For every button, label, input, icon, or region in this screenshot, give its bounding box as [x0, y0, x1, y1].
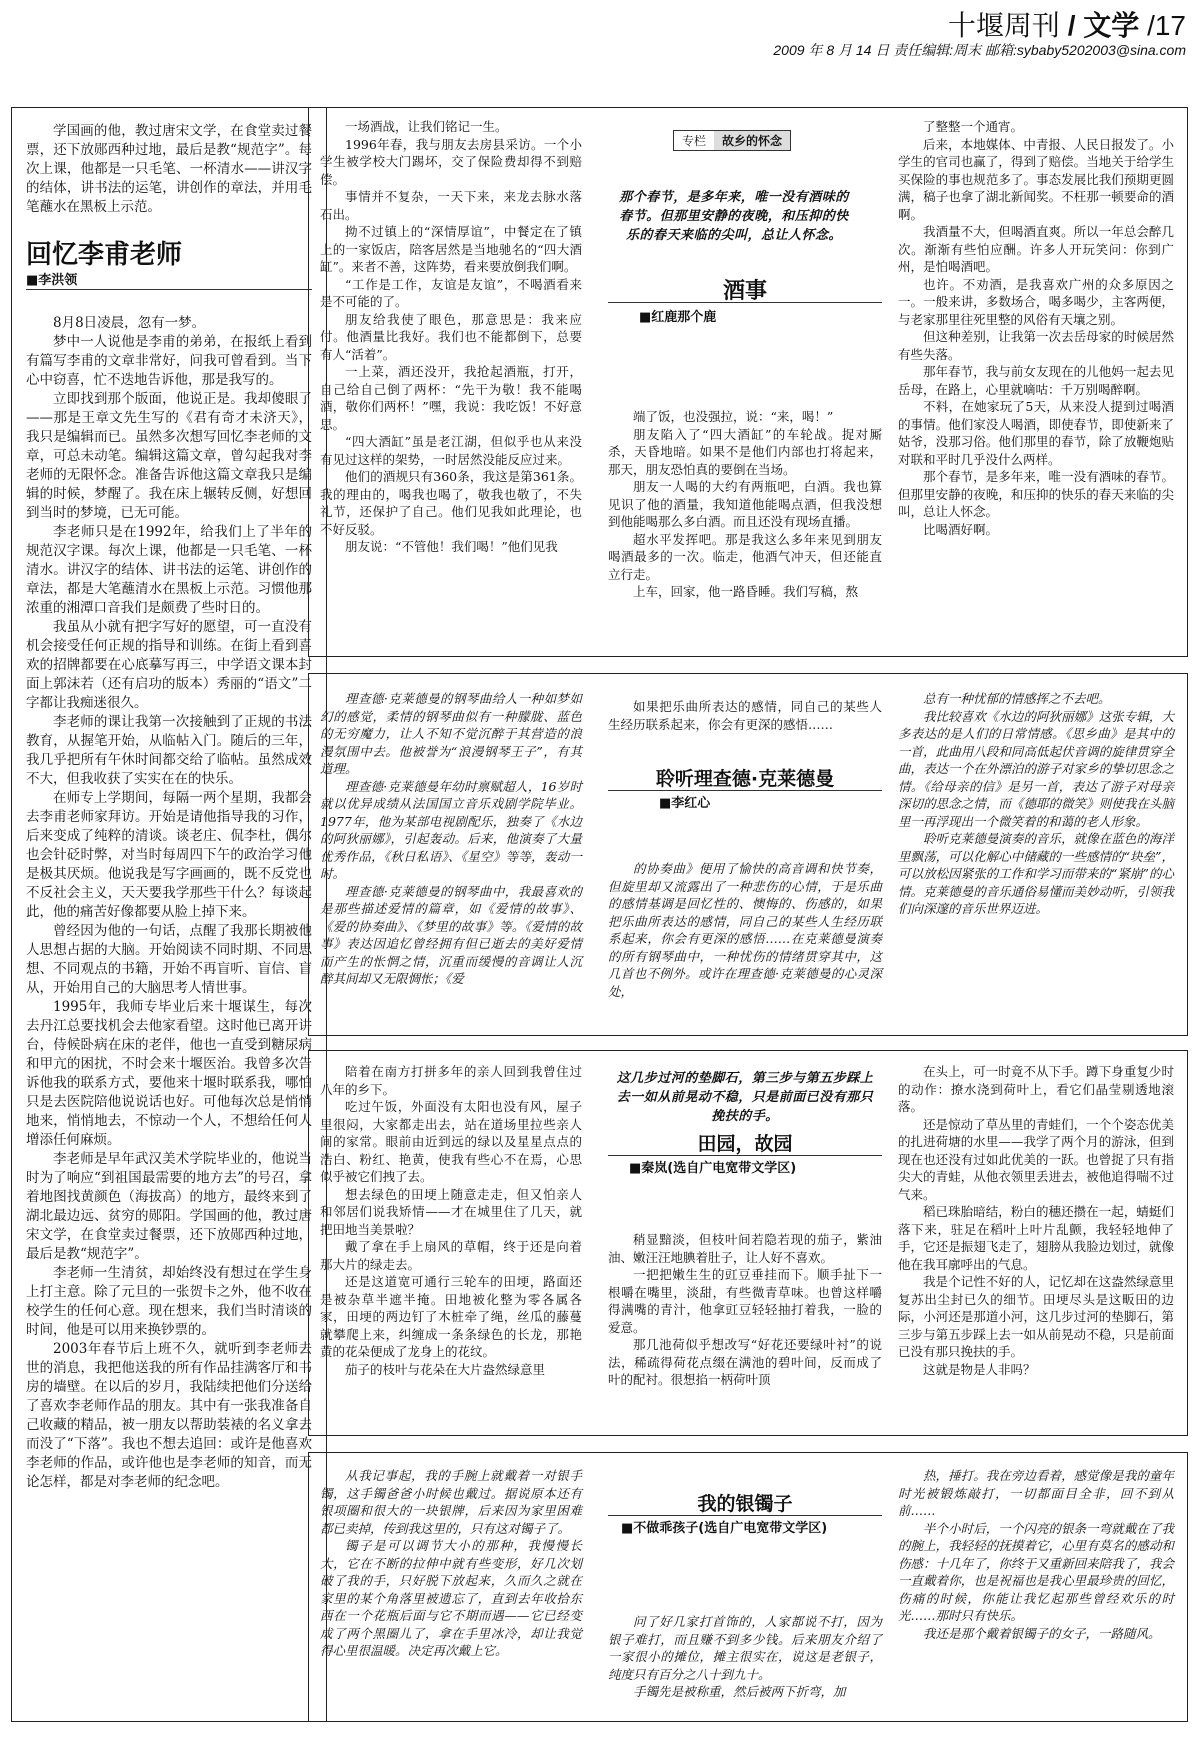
paragraph: 稍显黯淡，但枝叶间若隐若现的茄子，紫油油、嫩汪汪地腆着肚子，让人好不喜欢。: [608, 1232, 882, 1265]
paragraph: 了整整一个通宵。: [923, 119, 1024, 134]
paragraph: 8月8日凌晨，忽有一梦。: [53, 315, 206, 331]
paragraph: 他们的酒规只有360条，我这是第361条。我的理由的，喝我也喝了，敬我也敬了，不失礼节，还保护了自己。他们见我如此理论，也不好反驳。: [320, 469, 582, 537]
paragraph: 从我记事起，我的手腕上就戴着一对银手镯，这手镯爸爸小时候也戴过。据说原本还有银项圈和很大的一块银牌，后来因为家里困难都已卖掉，传到我这里的，只有这对镯子了。: [320, 1468, 582, 1536]
paragraph: 朋友一人喝的大约有两瓶吧，白酒。我也算见识了他的酒量，我知道他能喝点酒，但我没想到他能喝那么多白酒。而且还没有现场直播。: [608, 479, 882, 529]
paragraph: 李老师的课让我第一次接触到了正规的书法教育，从握笔开始，从临帖入门。随后的三年，我几乎把所有午休时间都交给了临帖。虽然成效不大，但我收获了实实在在的快乐。: [26, 714, 312, 787]
article-intro: 学国画的他，教过唐宋文学，在食堂卖过餐票，还下放郧西种过地，最后是教“规范字”。每次上课，他都是一只毛笔、一杯清水——讲汉字的结体，讲书法的运笔，讲创作的章法，并用毛笔蘸水在黑板上示范。: [26, 123, 312, 215]
paragraph: 我还是那个戴着银镯子的女子，一路随风。: [923, 1625, 1161, 1641]
paragraph: 上车，回家，他一路昏睡。我们写稿，熬: [633, 584, 859, 599]
paragraph: 半个小时后，一个闪亮的银条一弯就戴在了我的腕上，我轻轻的抚摸着它，心里有莫名的感动和伤感：十几年了，你终于又重新回来陪我了，我会一直戴着你，也是祝福也是我心里最珍贵的回忆，伤痛的时候，你能让我忆起那些曾经欢乐的时光……那时只有快乐。: [898, 1520, 1174, 1623]
divider: [608, 1155, 882, 1156]
article-column-3: [898, 690, 1174, 918]
paragraph: 一把把嫩生生的豇豆垂挂而下。顺手扯下一根嚼在嘴里，淡甜，有些微青草味。也曾这样嚼得满嘴的青汁，他拿豇豆轻轻抽打着我，一脸的爱意。: [608, 1267, 882, 1335]
paragraph: 不料，在她家玩了5天，从来没人提到过喝酒的事情。他们家没人喝酒，即使春节，即使新来了姑爷，没那习俗。他们那里的春节，除了放鞭炮贴对联和平时几乎没什么两样。: [898, 399, 1174, 467]
masthead: 十堰周刊 / 文学 /17: [947, 10, 1186, 41]
paragraph: 那几池荷似乎想改写“好花还要绿叶衬”的说法，稀疏得荷花点缀在满池的碧叶间，反而成了叶的配衬。很想掐一柄荷叶顶: [608, 1337, 882, 1387]
article-field: [308, 1050, 1188, 1436]
article-intro: 这几步过河的垫脚石，第三步与第五步踩上去一如从前晃动不稳，只是前面已没有那只挽扶的手。: [616, 1071, 874, 1124]
paragraph: 总有一种忧郁的情感挥之不去吧。: [923, 691, 1111, 706]
paragraph: 理查德·克莱德曼的钢琴曲中，我最喜欢的是那些描述爱情的篇章，如《爱情的故事》、《爱的协奏曲》、《梦里的故事》等。《爱情的故事》表达因追忆曾经拥有但已逝去的美好爱情而产生的怅惘之情，沉重而缓慢的音调让人沉醉其间却又无限惆怅；《爱: [320, 883, 582, 986]
column-tag: [673, 130, 791, 151]
paragraph: “四大酒缸”虽是老江湖，但似乎也从来没有见过这样的架势，一时居然没能反应过来。: [320, 434, 582, 467]
paragraph: 一上菜，酒还没开，我抢起酒瓶，打开，自己给自己倒了两杯：“先干为敬！我不能喝酒，敬你们两杯！”嘿，我说：我吃饭！不好意思。: [320, 364, 582, 432]
paragraph: 事情并不复杂，一天下来，来龙去脉水落石出。: [320, 189, 582, 222]
paragraph: 我虽从小就有把字写好的愿望，可一直没有机会接受任何正规的指导和训练。在街上看到喜欢的招牌都要在心底摹写再三，中学语文课本封面上郭沫若（还有启功的版本）秀丽的“语文”二字都让我痴迷很久。: [26, 619, 312, 711]
paragraph: 1995年，我师专毕业后来十堰谋生，每次去丹江总要找机会去他家看望。这时他已离开讲台，侍候卧病在床的老伴，他也一直受到糖尿病和甲亢的困扰，不时会来十堰医治。我曾多次告诉他我的联系方式，要他来十堰时联系我，哪怕只是去医院陪他说说话也好。可他每次总是悄悄地来，悄悄地去，不惊动一个人，不想给任何人增添任何麻烦。: [26, 999, 312, 1148]
article-teacher: [11, 107, 327, 1722]
article-title: 聆听理查德·克莱德曼: [655, 768, 835, 790]
byline: ■秦岚(选自广电宽带文学区): [629, 1161, 797, 1176]
dateline: 2009 年 8 月 14 日 责任编辑:周末 邮箱:sybaby5202003@sina.com: [773, 42, 1186, 58]
paragraph: 后来，本地媒体、中青报、人民日报发了。小学生的官司也赢了，得到了赔偿。当地关于给学生买保险的事也规范多了。事态发展比我们预期更圆满，稿子也拿了湖北新闻奖。不枉那一顿要命的酒啊。: [898, 136, 1174, 222]
divider: [608, 790, 882, 791]
section-name: 文学: [1083, 10, 1140, 41]
paragraph: 一场酒战，让我们铭记一生。: [345, 119, 508, 134]
paragraph: 茄子的枝叶与花朵在大片盎然绿意里: [345, 1361, 546, 1377]
paragraph: 我是个记性不好的人，记忆却在这盎然绿意里复苏出尘封已久的细节。田埂尽头是这畈田的边际，小河还是那道小河，这几步过河的垫脚石，第三步与第五步踩上去一如从前晃动不稳，只是前面已没有那只挽扶的手。: [898, 1274, 1174, 1359]
article-title: 我的银镯子: [697, 1493, 793, 1515]
article-column-2: [608, 408, 882, 601]
article-column-2: [608, 860, 882, 1000]
paragraph: 还是这道宽可通行三轮车的田埂，路面还是被杂草半遮半掩。田地被化整为零各属各家，田埂的两边钉了木桩牵了绳，丝瓜的藤蔓就攀爬上来，纠缠成一条条绿色的长龙，那艳黄的花朵便成了龙身上的花纹。: [320, 1274, 582, 1359]
paragraph: 拗不过镇上的“深情厚谊”，中餐定在了镇上的一家饭店，陪客居然是当地驰名的“四大酒缸”。来者不善，这阵势，看来要放倒我们啊。: [320, 224, 582, 274]
article-column-2: [608, 1613, 882, 1701]
byline: ■李红心: [659, 796, 711, 811]
paragraph: 李老师是早年武汉美术学院毕业的，他说当时为了响应“到祖国最需要的地方去”的号召，拿着地图找黄颜色（海拔高）的地方，最终来到了湖北最边远、贫穷的郧阳。学国画的他，教过唐宋文学，在食堂卖过餐票，还下放郧西种过地，最后是教“规范字”。: [26, 1151, 312, 1262]
column-name: 故乡的怀念: [714, 131, 790, 150]
paragraph: 陪着在南方打拼多年的亲人回到我曾住过八年的乡下。: [320, 1064, 582, 1097]
paragraph: 超水平发挥吧。那是我这么多年来见到朋友喝酒最多的一次。临走，他酒气冲天，但还能直立行走。: [608, 531, 882, 582]
paragraph: 但这种差别，让我第一次去岳母家的时候居然有些失落。: [898, 329, 1174, 362]
article-column-1: [320, 1467, 582, 1660]
page-number: /17: [1147, 10, 1186, 41]
article-intro: 如果把乐曲所表达的感情，同自己的某些人生经历联系起来，你会有更深的感悟……: [608, 699, 882, 732]
article-body: [26, 314, 312, 1492]
paragraph: 还是惊动了草丛里的青蛙们，一个个姿态优美的扎进荷塘的水里——我学了两个月的游泳，但到现在也还没有过如此优美的一跃。也曾捉了只有指尖大的青蛙，从他衣领里丢进去，被他追得喘不过气来。: [898, 1116, 1174, 1202]
divider: [608, 302, 882, 303]
paragraph: 朋友陷入了“四大酒缸”的车轮战。捉对厮杀，天昏地暗。如果不是他们内部也打将起来，那天，朋友恐怕真的要倒在当场。: [608, 426, 882, 477]
article-column-2: [608, 1231, 882, 1389]
article-column-1: [320, 690, 582, 988]
paragraph: 的协奏曲》便用了愉快的高音调和快节奏，但旋里却又流露出了一种悲伤的心情，于是乐曲的感情基调是回忆性的、懊悔的、伤感的，如果把乐曲所表达的感情，同自己的某些人生经历联系起来，你会有更深的感悟……在克莱德曼演奏的所有钢琴曲中，一种忧伤的情绪贯穿其中，这几首也不例外。或许在理查德·克莱德曼的心灵深处，: [608, 861, 882, 999]
article-intro: 那个春节，是多年来，唯一没有酒味的春节。但那里安静的夜晚，和压抑的快乐的春天来临的尖叫，总让人怀念。: [619, 190, 849, 243]
divider: [26, 289, 312, 290]
column-tag-label: 专栏: [682, 134, 707, 148]
paragraph: 曾经因为他的一句话，点醒了我那长期被他人思想占据的大脑。开始阅读不同时期、不同思想、不同观点的书籍，开始不再盲听、盲信、盲从，开始用自己的大脑思考人情世事。: [26, 923, 312, 996]
paragraph: 朋友给我使了眼色，那意思是：我来应付。他酒量比我好。我们也不能都倒下，总要有人“活着”。: [320, 311, 582, 362]
paragraph: 理查德·克莱德曼的钢琴曲给人一种如梦如幻的感觉，柔情的钢琴曲似有一种朦胧、蓝色的无穷魔力，让人不知不觉沉醉于其营造的浪漫氛围中去。他被誉为“浪漫钢琴王子”，有其道理。: [320, 691, 582, 776]
paragraph: 戴了拿在手上扇风的草帽，终于还是向着那大片的绿走去。: [320, 1239, 582, 1272]
paragraph: 我比较喜欢《水边的阿狄丽娜》这张专辑，大多表达的是人们的日常情感。《思乡曲》是其中的一首，此曲用八段和同高低起伏音调的旋律贯穿全曲，表达一个在外漂泊的游子对家乡的挚切思念之情。《给母亲的信》是另一首，表达了游子对母亲深切的思念之情，而《德耶的微笑》则使我在头脑里一再浮现出一个微笑着的和蔼的老人形象。: [898, 708, 1174, 829]
article-bracelet: [308, 1452, 1188, 1722]
article-music: [308, 673, 1188, 1036]
paragraph: 这就是物是人非吗？: [923, 1361, 1036, 1377]
paragraph: 端了饭，也没强拉，说：“来，喝！”: [633, 409, 834, 424]
paragraph: 比喝酒好啊。: [923, 521, 999, 537]
paragraph: 立即找到那个版面，他说正是。我却傻眼了——那是王章文先生写的《君有奇才未济天》，我只是编辑而已。虽然多次想写回忆李老师的文章，可总未动笔。编辑这篇文章，曾勾起我对李老师的无限怀念。准备告诉他这篇文章我只是编辑的时候，梦醒了。我在床上辗转反侧，好想回到当时的梦境，已无可能。: [26, 391, 312, 521]
paragraph: 聆听克莱德曼演奏的音乐，就像在蓝色的海洋里飘荡，可以化解心中储藏的一些感情的“块垒”，可以放松因紧张的工作和学习而带来的“紧崩”的心情。克莱德曼的音乐通俗易懂而美妙动听，引领我们向深邃的音乐世界迈进。: [898, 831, 1174, 916]
article-column-3: [898, 1063, 1174, 1378]
paragraph: 热，捶打。我在旁边看着，感觉像是我的童年时光被锻炼敲打，一切都面目全非，回不到从前……: [898, 1468, 1174, 1518]
article-column-3: [898, 118, 1174, 538]
paragraph: 那年春节，我与前女友现在的儿他妈一起去见岳母，在路上，心里就嘀咕：千万别喝醉啊。: [898, 364, 1174, 397]
article-title: 回忆李甫老师: [26, 240, 183, 270]
paragraph: 那个春节，是多年来，唯一没有酒味的春节。但那里安静的夜晚，和压抑的快乐的春天来临的尖叫，总让人怀念。: [898, 469, 1174, 519]
paragraph: 镯子是可以调节大小的那种，我慢慢长大，它在不断的拉伸中就有些变形，好几次划破了我的手，只好脱下放起来，久而久之就在家里的某个角落里被遗忘了，直到去年收拾东西在一个花瓶后面与它不期而遇——它已经变成了两个黑圈儿了，拿在手里冰冷，却让我觉得心里很温暖。决定再次戴上它。: [320, 1538, 582, 1658]
paragraph: 1996年春，我与朋友去房县采访。一个小学生被学校大门踢坏，交了保险费却得不到赔偿。: [320, 136, 582, 187]
paragraph: 在师专上学期间，每隔一两个星期，我都会去李甫老师家拜访。开始是请他指导我的习作，后来变成了纯粹的清谈。谈老庄、侃李杜，偶尔也会针砭时弊，对当时每周四下午的政治学习他是极其厌烦。他说我是写字画画的，既不反党也不反社会主义，天天要我学那些干什么？每谈起此，他的痛苦好像都要从脸上掉下来。: [26, 790, 312, 920]
paragraph: 稻已珠胎暗结，粉白的穗还攒在一起，蜻蜓们落下来，驻足在稻叶上叶片乱颤，我轻轻地伸了手，它还是振翅飞走了，翅膀从我脸边划过，就像他在我耳廓呼出的气息。: [898, 1204, 1174, 1272]
paragraph: “工作是工作，友谊是友谊”，不喝酒看来是不可能的了。: [320, 276, 582, 309]
byline: ■李洪领: [26, 273, 78, 288]
paragraph: 想去绿色的田埂上随意走走，但又怕亲人和邻居们说我矫情——才在城里住了几天，就把田地当美景啦？: [320, 1186, 582, 1237]
paragraph: 我酒量不大，但喝酒直爽。所以一年总会醉几次。渐渐有些怕应酬。许多人开玩笑问：你到广州，是怕喝酒吧。: [898, 224, 1174, 274]
paragraph: 问了好几家打首饰的，人家都说不打，因为银子难打，而且赚不到多少钱。后来朋友介绍了一家很小的摊位，摊主很实在，说这是老银子，纯度只有百分之八十到九十。: [608, 1614, 882, 1682]
paragraph: 李老师只是在1992年，给我们上了半年的规范汉字课。每次上课，他都是一只毛笔、一杯清水。讲汉字的结体、讲书法的运笔、讲创作的章法，都是大笔蘸清水在黑板上示范。习惯他那浓重的湘潭口音我们是颇费了些时日的。: [26, 524, 312, 616]
paragraph: 李老师一生清贫，却始终没有想过在学生身上打主意。除了元旦的一张贺卡之外，他不收在校学生的任何心意。现在想来，我们当时清谈的时间，他是可以用来换钞票的。: [26, 1265, 312, 1338]
paper-name: 十堰周刊: [947, 10, 1060, 41]
article-column-1: [320, 118, 582, 556]
article-column-1: [320, 1063, 582, 1378]
paragraph: 朋友说：“不管他！我们喝！”他们见我: [345, 539, 558, 554]
article-column-3: [898, 1467, 1174, 1642]
paragraph: 手镯先是被称重，然后被两下折弯，加: [633, 1684, 846, 1699]
byline: ■不做乖孩子(选自广电宽带文学区): [621, 1521, 828, 1536]
paragraph: 在头上，可一时竟不从下手。蹲下身重复少时的动作：撩水浇到荷叶上，看它们晶莹剔透地滚落。: [898, 1064, 1174, 1114]
article-wine: [308, 107, 1188, 657]
article-title: 田园，故园: [697, 1133, 793, 1155]
article-title: 酒事: [722, 279, 767, 304]
divider: [608, 1515, 882, 1516]
paragraph: 梦中一人说他是李甫的弟弟，在报纸上看到有篇写李甫的文章非常好，问我可曾看到。当下心中窃喜，忙不迭地告诉他，那是我写的。: [26, 334, 312, 388]
byline: ■红鹿那个鹿: [639, 310, 717, 325]
paragraph: 吃过午饭，外面没有太阳也没有风，屋子里很闷，大家都走出去，站在道场里拉些亲人间的家常。眼前由近到远的绿以及星星点点的浩白、粉红、艳黄，使我有些心不在焉，心思似乎被它们拽了去。: [320, 1099, 582, 1184]
paragraph: 2003年春节后上班不久，就听到李老师去世的消息，我把他送我的所有作品挂满客厅和书房的墙壁。在以后的岁月，我陆续把他们分送给了喜欢李老师作品的朋友。其中有一张我准备自己收藏的精品，被一朋友以帮助装裱的名义拿去而没了“下落”。我也不想去追回：或许是他喜欢李老师的作品，或许他也是李老师的知音，而无论怎样，都是对李老师的纪念吧。: [26, 1341, 312, 1490]
paragraph: 也许。不劝酒，是我喜欢广州的众多原因之一。一般来讲，多数场合，喝多喝少，主客两便，与老家那里往死里整的风俗有天壤之别。: [898, 276, 1174, 327]
paragraph: 理查德·克莱德曼年幼时禀赋超人，16岁时就以优异成绩从法国国立音乐戏剧学院毕业。1977年，他为某部电视剧配乐，独奏了《水边的阿狄丽娜》，引起轰动。后来，他演奏了大量优秀作品，《秋日私语》、《星空》等等，轰动一时。: [320, 778, 582, 881]
